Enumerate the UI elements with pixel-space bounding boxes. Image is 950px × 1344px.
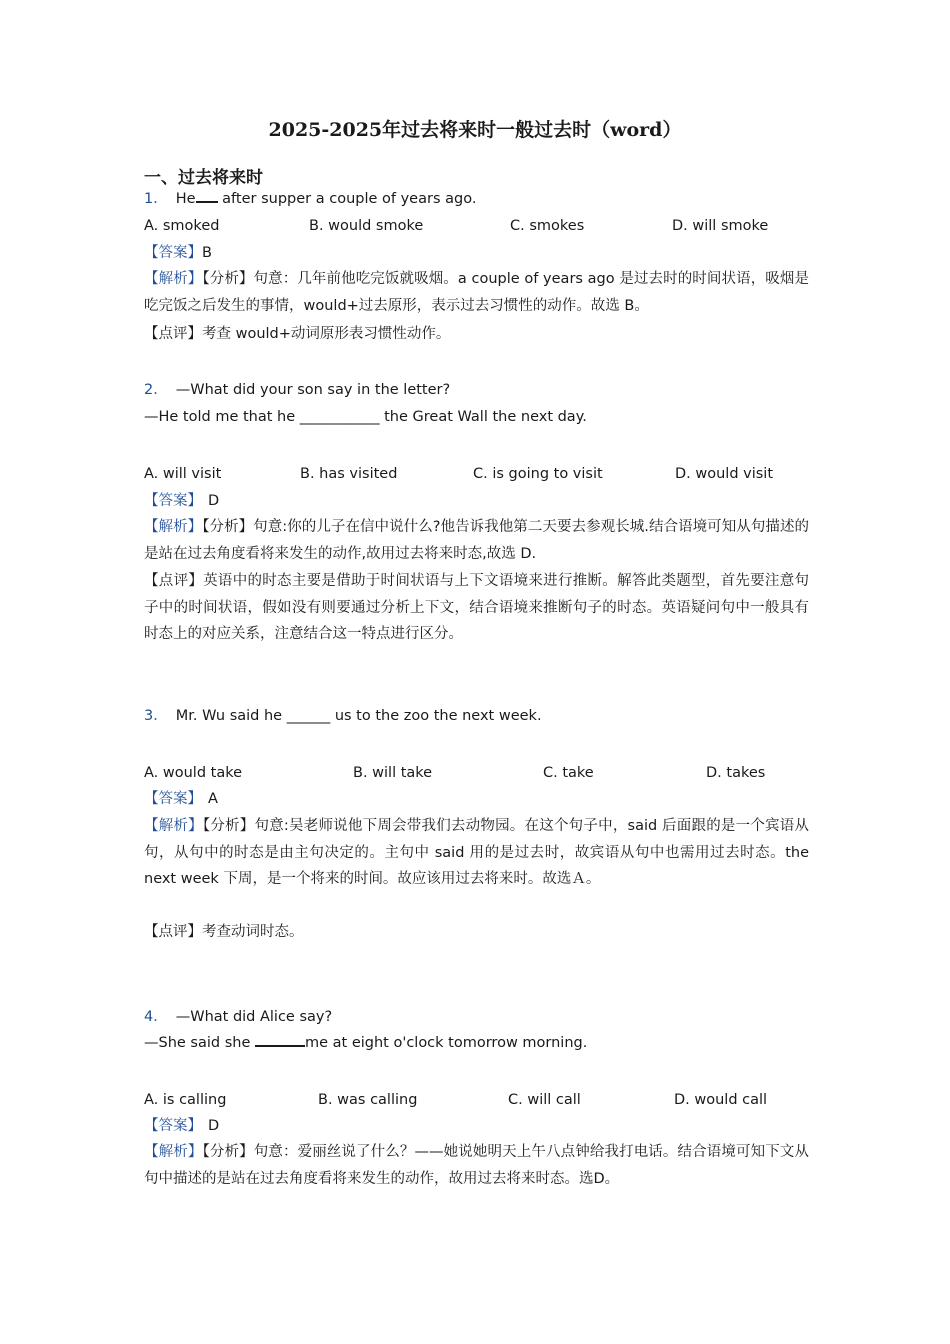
option-a: A. will visit: [144, 466, 222, 482]
option-c: C. will call: [508, 1092, 581, 1108]
answer-line: [144, 1113, 219, 1139]
comment-label: 【点评】: [144, 573, 204, 589]
answer-label: 【答案】: [144, 245, 202, 261]
question-4-line2: —She said she me at eight o'clock tomorrow morning.: [144, 1030, 587, 1056]
answer-label: 【答案】: [144, 1118, 202, 1134]
analysis-paragraph: [144, 266, 809, 319]
question-2-line2: —He told me that he ___________ the Great Wall the next day.: [144, 409, 587, 425]
answer-blank: ______: [286, 708, 331, 724]
option-d: D. would visit: [675, 466, 774, 482]
option-b: B. would smoke: [309, 218, 424, 234]
analysis-label: 【解析】: [144, 271, 203, 287]
answer-line: [144, 786, 218, 812]
option-c: C. smokes: [510, 218, 585, 234]
comment-text: 考查 would+动词原形表习惯性动作。: [202, 326, 451, 342]
option-b: B. will take: [353, 765, 433, 781]
question-number: 1．: [144, 191, 168, 207]
section-heading: 一、过去将来时: [144, 168, 263, 188]
comment-label: 【点评】: [144, 326, 202, 342]
analysis-text: 【分析】句意:你的儿子在信中说什么?他告诉我他第二天要去参观长城.结合语境可知从句描述的是站在过去角度看将来发生的动作,故用过去将来时态,故选 D.: [144, 519, 809, 562]
option-c: C. take: [543, 765, 594, 781]
analysis-text: 【分析】句意:吴老师说他下周会带我们去动物园。在这个句子中，said 后面跟的是一个宾语从句，从句中的时态是由主句决定的。主句中 said 用的是过去时，故宾语从句中也需用过去时态。the next week 下周，是一个将来的时间。故应该用过去将来时。故选Ａ。: [144, 818, 809, 887]
analysis-paragraph: [144, 1139, 809, 1192]
comment-paragraph: [144, 568, 809, 648]
answer-blank: ___________: [299, 409, 380, 425]
analysis-text: 【分析】句意：爱丽丝说了什么？——她说她明天上午八点钟给我打电话。结合语境可知下文从句中描述的是站在过去角度看将来发生的动作，故用过去将来时态。选D。: [144, 1144, 810, 1187]
analysis-label: 【解析】: [144, 818, 203, 834]
question-number: 3．: [144, 708, 168, 724]
answer-value: D: [208, 1118, 220, 1134]
option-b: B. has visited: [300, 466, 398, 482]
option-d: D. will smoke: [672, 218, 769, 234]
answer-blank: [196, 187, 218, 203]
comment-text: 考查动词时态。: [202, 924, 304, 940]
comment-label: 【点评】: [144, 924, 202, 940]
option-b: B. was calling: [318, 1092, 418, 1108]
question-4-stem: 4． —What did Alice say?: [144, 1009, 333, 1025]
comment-line: [144, 321, 450, 347]
option-a: A. would take: [144, 765, 243, 781]
comment-line: [144, 919, 304, 945]
option-d: D. takes: [706, 765, 766, 781]
option-c: C. is going to visit: [473, 466, 603, 482]
question-2-stem: 2． —What did your son say in the letter?: [144, 382, 451, 398]
document-title: 2025-2025年过去将来时一般过去时（word）: [268, 119, 682, 141]
analysis-label: 【解析】: [144, 519, 203, 535]
answer-value: A: [208, 791, 218, 807]
analysis-text: 【分析】句意：几年前他吃完饭就吸烟。a couple of years ago 是过去时的时间状语，吸烟是吃完饭之后发生的事情，would+过去原形，表示过去习惯性的动作。故选 B。: [144, 271, 809, 314]
option-d: D. would call: [674, 1092, 768, 1108]
answer-blank: [255, 1031, 305, 1047]
comment-text: 英语中的时态主要是借助于时间状语与上下文语境来进行推断。解答此类题型，首先要注意句子中的时间状语，假如没有则要通过分析上下文，结合语境来推断句子的时态。英语疑问句中一般具有时态上的对应关系，注意结合这一特点进行区分。: [144, 573, 810, 642]
question-3-stem: 3． Mr. Wu said he ______ us to the zoo the next week.: [144, 708, 542, 724]
analysis-paragraph: [144, 813, 809, 893]
answer-value: D: [208, 493, 220, 509]
question-number: 4．: [144, 1009, 168, 1025]
question-number: 2．: [144, 382, 168, 398]
option-a: A. smoked: [144, 218, 220, 234]
analysis-label: 【解析】: [144, 1144, 203, 1160]
answer-label: 【答案】: [144, 493, 202, 509]
answer-value: B: [202, 245, 212, 261]
answer-line: [144, 240, 212, 266]
answer-label: 【答案】: [144, 791, 202, 807]
question-1-stem: 1． He after supper a couple of years ago.: [144, 186, 476, 212]
answer-line: [144, 488, 219, 514]
option-a: A. is calling: [144, 1092, 227, 1108]
analysis-paragraph: [144, 514, 809, 567]
